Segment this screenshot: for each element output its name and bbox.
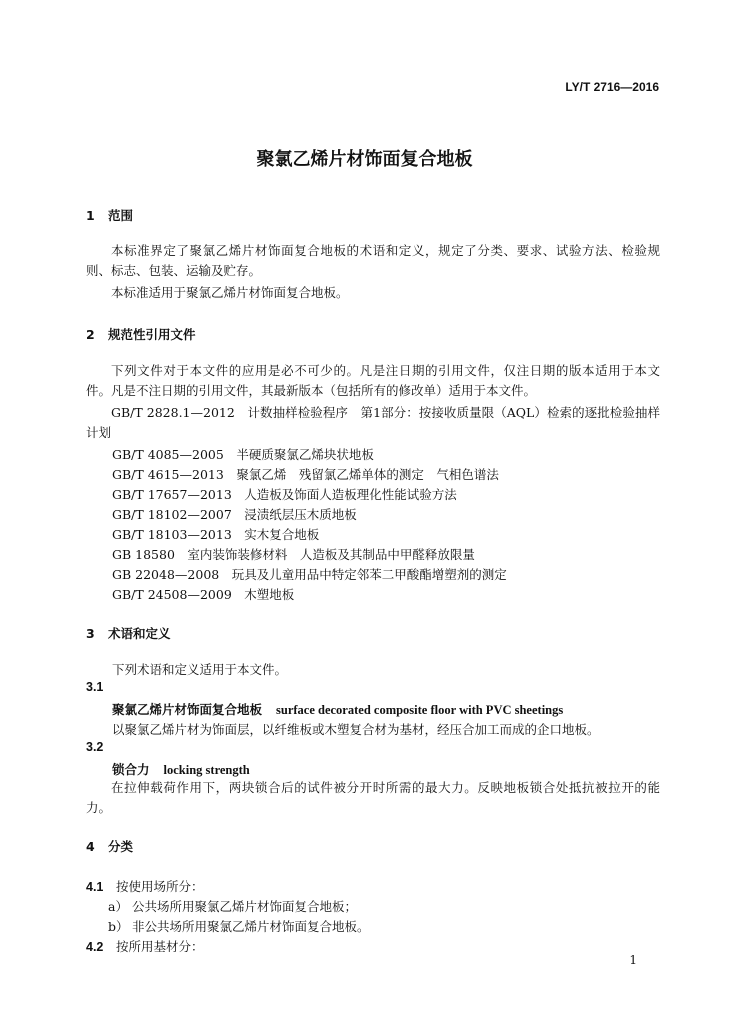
term-heading: [112, 700, 563, 718]
section-number: 2: [86, 327, 95, 342]
subclause-number: 4.2: [86, 940, 104, 954]
subclause-text: 按使用场所分：: [116, 879, 204, 894]
section-number: 4: [86, 839, 95, 854]
standard-number: LY/T 2716—2016: [565, 80, 659, 94]
section-number: 1: [86, 208, 95, 223]
subclause-number: 4.1: [86, 880, 104, 894]
subclause-text: 按所用基材分：: [116, 939, 204, 954]
list-marker: b）: [108, 919, 129, 934]
page-number: 1: [629, 953, 637, 967]
term-definition: 以聚氯乙烯片材为饰面层，以纤维板或木塑复合材为基材，经压合加工而成的企口地板。: [112, 722, 600, 737]
list-item: [108, 897, 357, 915]
section-4-heading: [86, 837, 133, 855]
terms-intro: 下列术语和定义适用于本文件。: [112, 662, 288, 677]
term-number: 3.2: [86, 740, 104, 754]
reference-item: GB/T 24508—2009 木塑地板: [112, 587, 295, 602]
section-title: 分类: [108, 839, 134, 854]
list-text: 非公共场所用聚氯乙烯片材饰面复合地板。: [132, 919, 370, 934]
section-number: 3: [86, 626, 95, 641]
subclause-4-1: [86, 877, 204, 895]
list-item: [108, 917, 370, 935]
section-2-heading: [86, 325, 196, 343]
reference-item: GB/T 2828.1—2012 计数抽样检验程序 第1部分：按接收质量限（AQL）检索的逐批检验抽样计划: [86, 405, 660, 440]
section-title: 规范性引用文件: [108, 327, 196, 342]
section-1-heading: [86, 206, 133, 224]
reference-item: GB/T 4085—2005 半硬质聚氯乙烯块状地板: [112, 447, 374, 462]
section-3-heading: [86, 624, 171, 642]
term-chinese: 聚氯乙烯片材饰面复合地板: [112, 702, 263, 717]
document-title: 聚氯乙烯片材饰面复合地板: [256, 149, 473, 170]
term-chinese: 锁合力: [112, 762, 150, 777]
term-english: surface decorated composite floor with PVC sheetings: [276, 703, 564, 717]
section-title: 术语和定义: [108, 626, 171, 641]
reference-item: GB 18580 室内装饰装修材料 人造板及其制品中甲醛释放限量: [112, 547, 475, 562]
reference-item: GB/T 18102—2007 浸渍纸层压木质地板: [112, 507, 357, 522]
term-heading: [112, 760, 250, 778]
scope-paragraph-1: 本标准界定了聚氯乙烯片材饰面复合地板的术语和定义，规定了分类、要求、试验方法、检验规则、标志、包装、运输及贮存。: [86, 243, 660, 278]
scope-paragraph-2: 本标准适用于聚氯乙烯片材饰面复合地板。: [111, 285, 349, 300]
section-title: 范围: [108, 208, 134, 223]
reference-item: GB/T 18103—2013 实木复合地板: [112, 527, 320, 542]
reference-item: GB/T 17657—2013 人造板及饰面人造板理化性能试验方法: [112, 487, 457, 502]
references-intro: 下列文件对于本文件的应用是必不可少的。凡是注日期的引用文件，仅注日期的版本适用于本文件。凡是不注日期的引用文件，其最新版本（包括所有的修改单）适用于本文件。: [86, 363, 660, 398]
list-marker: a）: [108, 899, 128, 914]
term-definition: 在拉伸载荷作用下，两块锁合后的试件被分开时所需的最大力。反映地板锁合处抵抗被拉开的能力。: [86, 780, 660, 815]
subclause-4-2: [86, 937, 204, 955]
reference-item: GB/T 4615—2013 聚氯乙烯 残留氯乙烯单体的测定 气相色谱法: [112, 467, 499, 482]
list-text: 公共场所用聚氯乙烯片材饰面复合地板；: [132, 899, 358, 914]
term-english: locking strength: [163, 763, 250, 777]
reference-item: GB 22048—2008 玩具及儿童用品中特定邻苯二甲酸酯增塑剂的测定: [112, 567, 507, 582]
term-number: 3.1: [86, 680, 104, 694]
